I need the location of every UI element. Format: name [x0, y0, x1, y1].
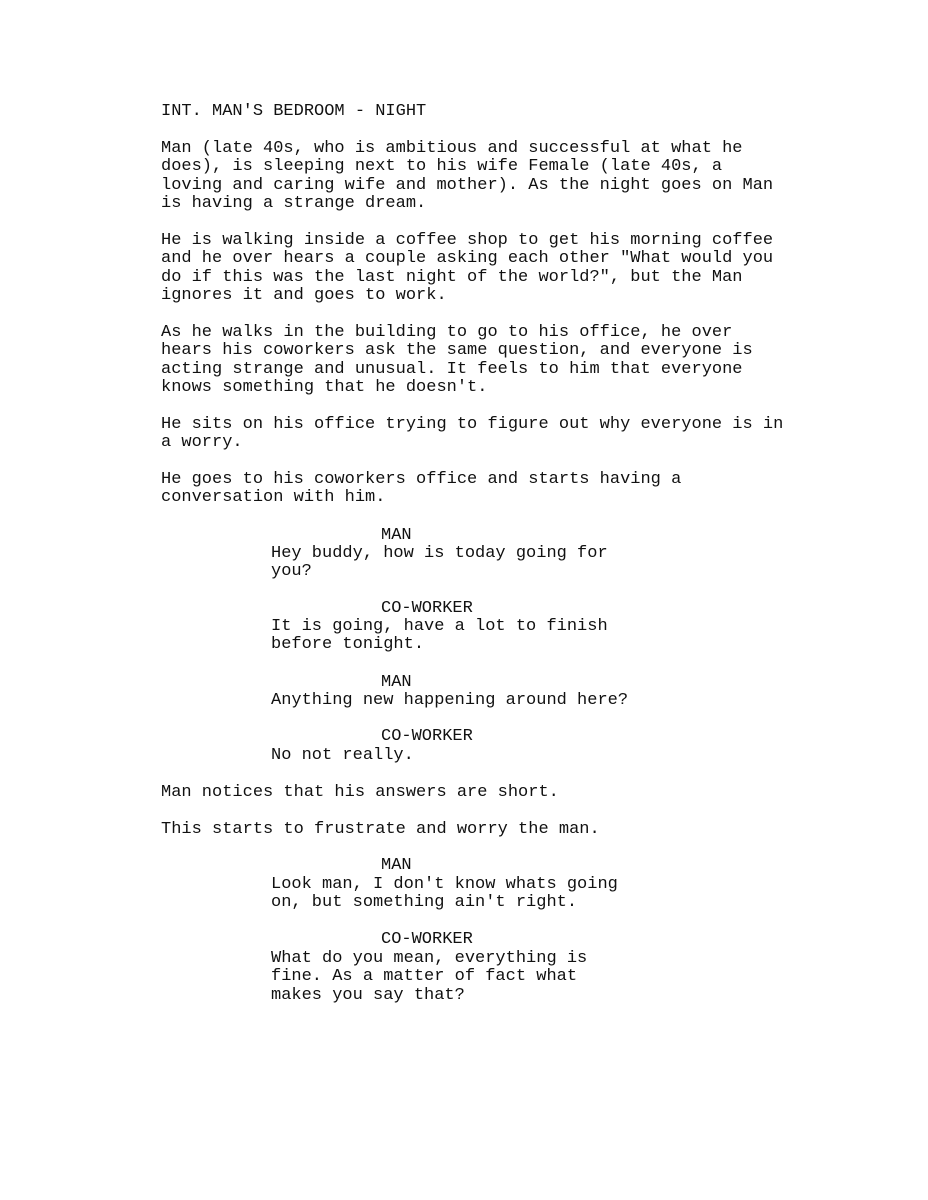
action-paragraph: As he walks in the building to go to his office, he over hears his coworkers ask the same question, and everyone is acting strange and unusual. It feels to him that everyone knows something that he doesn't. [161, 323, 753, 398]
action-paragraph: He goes to his coworkers office and starts having a conversation with him. [161, 470, 682, 508]
dialogue-line: Look man, I don't know whats going on, but something ain't right. [271, 875, 618, 913]
action-paragraph: He is walking inside a coffee shop to get his morning coffee and he over hears a couple asking each other "What would you do if this was the last night of the world?", but the Man ignores it and goes to work. [161, 231, 774, 306]
character-name: CO-WORKER [381, 930, 473, 949]
dialogue-line: Anything new happening around here? [271, 691, 629, 710]
character-name: MAN [381, 856, 412, 875]
action-paragraph: Man notices that his answers are short. [161, 783, 559, 802]
dialogue-line: Hey buddy, how is today going for you? [271, 544, 608, 582]
character-name: CO-WORKER [381, 599, 473, 618]
dialogue-line: What do you mean, everything is fine. As a matter of fact what makes you say that? [271, 949, 588, 1005]
action-paragraph: Man (late 40s, who is ambitious and successful at what he does), is sleeping next to his wife Female (late 40s, a loving and caring wife and mother). As the night goes on Man is having a strange dream. [161, 139, 774, 214]
action-paragraph: He sits on his office trying to figure out why everyone is in a worry. [161, 415, 784, 453]
scene-heading: INT. MAN'S BEDROOM - NIGHT [161, 102, 427, 121]
action-paragraph: This starts to frustrate and worry the man. [161, 820, 600, 839]
character-name: MAN [381, 673, 412, 692]
dialogue-line: It is going, have a lot to finish before tonight. [271, 617, 608, 655]
character-name: CO-WORKER [381, 727, 473, 746]
character-name: MAN [381, 526, 412, 545]
dialogue-line: No not really. [271, 746, 414, 765]
